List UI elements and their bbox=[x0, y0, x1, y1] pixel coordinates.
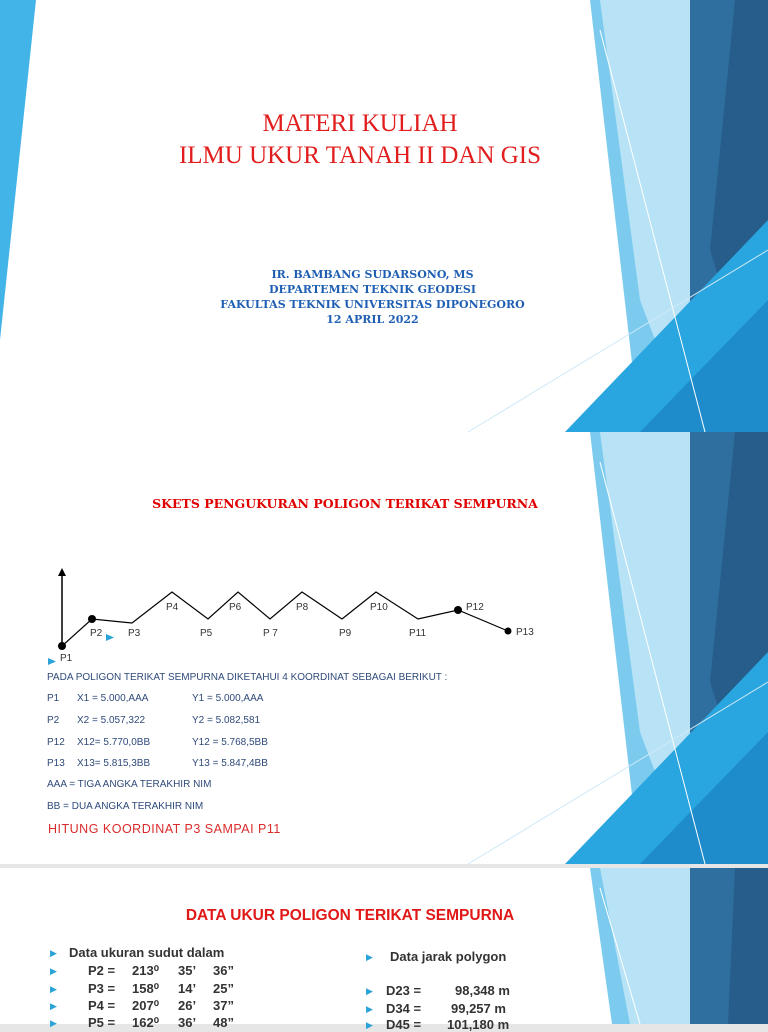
label-p5: P5 bbox=[200, 628, 213, 639]
bullet-arrow-icon: ▶ bbox=[50, 966, 57, 976]
bullet-arrow-icon: ▶ bbox=[50, 984, 57, 994]
coord-p2-y: Y2 = 5.082,581 bbox=[192, 715, 261, 726]
angle-pt: P5 = bbox=[88, 1015, 116, 1030]
bullet-arrow-icon: ▶ bbox=[366, 1020, 373, 1030]
angle-min: 26’ bbox=[178, 998, 197, 1013]
label-p11: P11 bbox=[409, 628, 427, 639]
coord-p2-label: P2 bbox=[47, 715, 60, 726]
bullet-arrow-icon: ▶ bbox=[50, 948, 57, 958]
point-p1 bbox=[58, 642, 66, 650]
bullet-arrow-icon: ▶ bbox=[366, 1004, 373, 1014]
intro-text: PADA POLIGON TERIKAT SEMPURNA DIKETAHUI 4 KOORDINAT SEBAGAI BERIKUT : bbox=[47, 672, 448, 683]
coord-p1-label: P1 bbox=[47, 693, 60, 704]
label-p3: P3 bbox=[128, 628, 141, 639]
label-p9: P9 bbox=[339, 628, 352, 639]
label-p1: P1 bbox=[60, 653, 73, 664]
coord-p12-x: X12= 5.770,0BB bbox=[77, 737, 151, 748]
label-p2: P2 bbox=[90, 628, 103, 639]
decorative-triangles bbox=[0, 0, 768, 432]
data-title: DATA UKUR POLIGON TERIKAT SEMPURNA bbox=[185, 907, 515, 924]
bullet-arrow-icon: ▶ bbox=[366, 986, 373, 996]
bullet-arrow-icon bbox=[106, 634, 114, 641]
angle-min: 35’ bbox=[178, 963, 197, 978]
angle-pt: P4 = bbox=[88, 998, 116, 1013]
dist-val: 101,180 m bbox=[447, 1017, 510, 1032]
point-p2 bbox=[88, 615, 96, 623]
label-p6: P6 bbox=[229, 602, 242, 613]
angle-sec: 25” bbox=[213, 981, 234, 996]
title-line-2: ILMU UKUR TANAH II DAN GIS bbox=[178, 142, 542, 169]
coord-p12-label: P12 bbox=[47, 737, 65, 748]
coord-p1-x: X1 = 5.000,AAA bbox=[77, 693, 149, 704]
label-p13: P13 bbox=[516, 627, 534, 638]
label-p12: P12 bbox=[466, 602, 484, 613]
coord-p13-y: Y13 = 5.847,4BB bbox=[192, 758, 268, 769]
polygon-sketch bbox=[0, 562, 590, 662]
dist-seg: D45 = bbox=[386, 1017, 422, 1032]
note-aaa: AAA = TIGA ANGKA TERAKHIR NIM bbox=[47, 779, 212, 790]
point-p12 bbox=[454, 606, 462, 614]
angle-deg: 213⁰ bbox=[132, 963, 159, 978]
label-p7: P 7 bbox=[263, 628, 278, 639]
angle-deg: 162⁰ bbox=[132, 1015, 159, 1030]
coord-p13-label: P13 bbox=[47, 758, 65, 769]
sketch-slide bbox=[0, 432, 768, 864]
dist-val: 99,257 m bbox=[451, 1001, 506, 1016]
note-bb: BB = DUA ANGKA TERAKHIR NIM bbox=[47, 801, 204, 812]
author-name: IR. BAMBANG SUDARSONO, MS bbox=[271, 268, 474, 281]
coord-p1-y: Y1 = 5.000,AAA bbox=[192, 693, 264, 704]
data-slide bbox=[0, 868, 768, 1032]
north-arrow-icon bbox=[58, 568, 66, 576]
coord-p12-y: Y12 = 5.768,5BB bbox=[192, 737, 268, 748]
title-slide bbox=[0, 0, 768, 432]
dist-val: 98,348 m bbox=[455, 983, 510, 998]
coord-p13-x: X13= 5.815,3BB bbox=[77, 758, 151, 769]
faculty: FAKULTAS TEKNIK UNIVERSITAS DIPONEGORO bbox=[220, 298, 525, 311]
angle-pt: P2 = bbox=[88, 963, 116, 978]
bullet-arrow-icon: ▶ bbox=[50, 1018, 57, 1028]
task-text: HITUNG KOORDINAT P3 SAMPAI P11 bbox=[48, 822, 281, 836]
coord-p2-x: X2 = 5.057,322 bbox=[77, 715, 146, 726]
point-p13 bbox=[505, 628, 512, 635]
date: 12 APRIL 2022 bbox=[326, 313, 419, 326]
dist-seg: D23 = bbox=[386, 983, 422, 998]
angle-deg: 207⁰ bbox=[132, 998, 159, 1013]
angle-pt: P3 = bbox=[88, 981, 116, 996]
angles-heading: Data ukuran sudut dalam bbox=[69, 945, 225, 960]
dist-heading: Data jarak polygon bbox=[390, 949, 507, 964]
angle-min: 36’ bbox=[178, 1015, 197, 1030]
bullet-arrow-icon: ▶ bbox=[50, 1001, 57, 1011]
angle-sec: 37” bbox=[213, 998, 234, 1013]
angle-sec: 36” bbox=[213, 963, 234, 978]
angle-min: 14’ bbox=[178, 981, 197, 996]
angle-deg: 158⁰ bbox=[132, 981, 159, 996]
department: DEPARTEMEN TEKNIK GEODESI bbox=[269, 283, 476, 296]
label-p10: P10 bbox=[370, 602, 388, 613]
bullet-arrow-icon: ▶ bbox=[366, 952, 373, 962]
label-p8: P8 bbox=[296, 602, 309, 613]
sketch-title: SKETS PENGUKURAN POLIGON TERIKAT SEMPURNA bbox=[152, 496, 538, 511]
angle-sec: 48” bbox=[213, 1015, 234, 1030]
dist-seg: D34 = bbox=[386, 1001, 422, 1016]
title-line-1: MATERI KULIAH bbox=[262, 110, 458, 137]
label-p4: P4 bbox=[166, 602, 179, 613]
